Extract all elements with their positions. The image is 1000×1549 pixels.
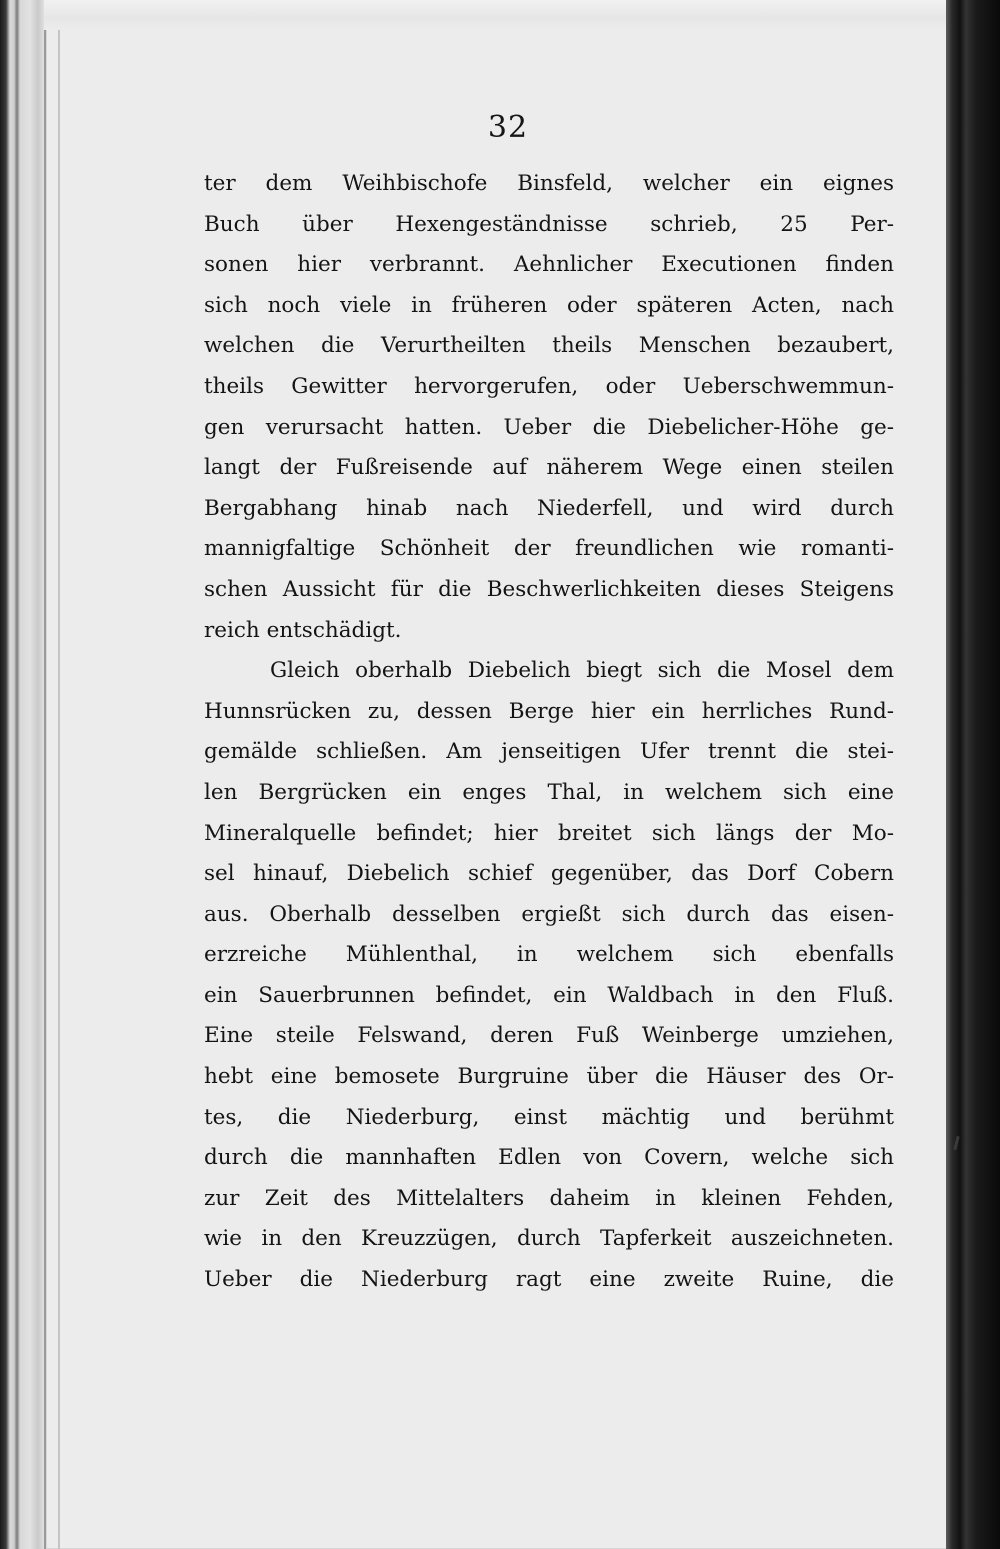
text-line: sonen hier verbrannt. Aehnlicher Executionen finden <box>204 252 894 278</box>
text-line: Buch über Hexengeständnisse schrieb, 25 Per- <box>204 211 894 237</box>
text-line: Hunnsrücken zu, dessen Berge hier ein herrliches Rund- <box>204 698 894 724</box>
text-line: ter dem Weihbischofe Binsfeld, welcher ein eignes <box>204 171 894 196</box>
text-line: gen verursacht hatten. Ueber die Diebelicher-Höhe ge- <box>204 414 894 440</box>
text-line: langt der Fußreisende auf näherem Wege einen steilen <box>204 455 894 481</box>
text-line: sel hinauf, Diebelich schief gegenüber, das Dorf Cobern <box>204 861 894 887</box>
text-line: schen Aussicht für die Beschwerlichkeiten dieses Steigens <box>204 576 894 602</box>
text-line: gemälde schließen. Am jenseitigen Ufer trennt die stei- <box>204 739 894 765</box>
text-line: mannigfaltige Schönheit der freundlichen wie romanti- <box>204 536 894 562</box>
text-line: tes, die Niederburg, einst mächtig und berühmt <box>204 1104 894 1130</box>
text-line: len Bergrücken ein enges Thal, in welchem sich eine <box>204 779 894 805</box>
text-line: Bergabhang hinab nach Niederfell, und wird durch <box>204 495 894 521</box>
paragraph-start-line: Gleich oberhalb Diebelich biegt sich die Mosel dem <box>270 658 894 684</box>
page-margin-rule <box>58 26 60 1549</box>
text-line: theils Gewitter hervorgerufen, oder Ueberschwemmun- <box>204 373 894 399</box>
text-line: ein Sauerbrunnen befindet, ein Waldbach in den Fluß. <box>204 982 894 1008</box>
text-line: erzreiche Mühlenthal, in welchem sich ebenfalls <box>204 942 894 968</box>
text-line: welchen die Verurtheilten theils Menschen bezaubert, <box>204 333 894 359</box>
book-spine-edge <box>0 0 44 1549</box>
text-line: durch die mannhaften Edlen von Covern, welche sich <box>204 1145 894 1171</box>
page-right-shadow <box>946 0 1000 1549</box>
page-top-edge <box>44 0 954 30</box>
text-line: zur Zeit des Mittelalters daheim in kleinen Fehden, <box>204 1185 894 1211</box>
text-line: hebt eine bemosete Burgruine über die Häuser des Or- <box>204 1064 894 1090</box>
paragraph-end-line: reich entschädigt. <box>204 617 402 643</box>
text-line: wie in den Kreuzzügen, durch Tapferkeit auszeichneten. <box>204 1226 894 1252</box>
text-line: Ueber die Niederburg ragt eine zweite Ruine, die <box>204 1267 894 1293</box>
text-line: aus. Oberhalb desselben ergießt sich durch das eisen- <box>204 901 894 927</box>
body-text <box>204 164 894 1301</box>
page-number: 32 <box>487 110 529 145</box>
text-line: sich noch viele in früheren oder späteren Acten, nach <box>204 292 894 318</box>
text-line: Mineralquelle befindet; hier breitet sich längs der Mo- <box>204 820 894 846</box>
text-line: Eine steile Felswand, deren Fuß Weinberge umziehen, <box>204 1023 894 1049</box>
